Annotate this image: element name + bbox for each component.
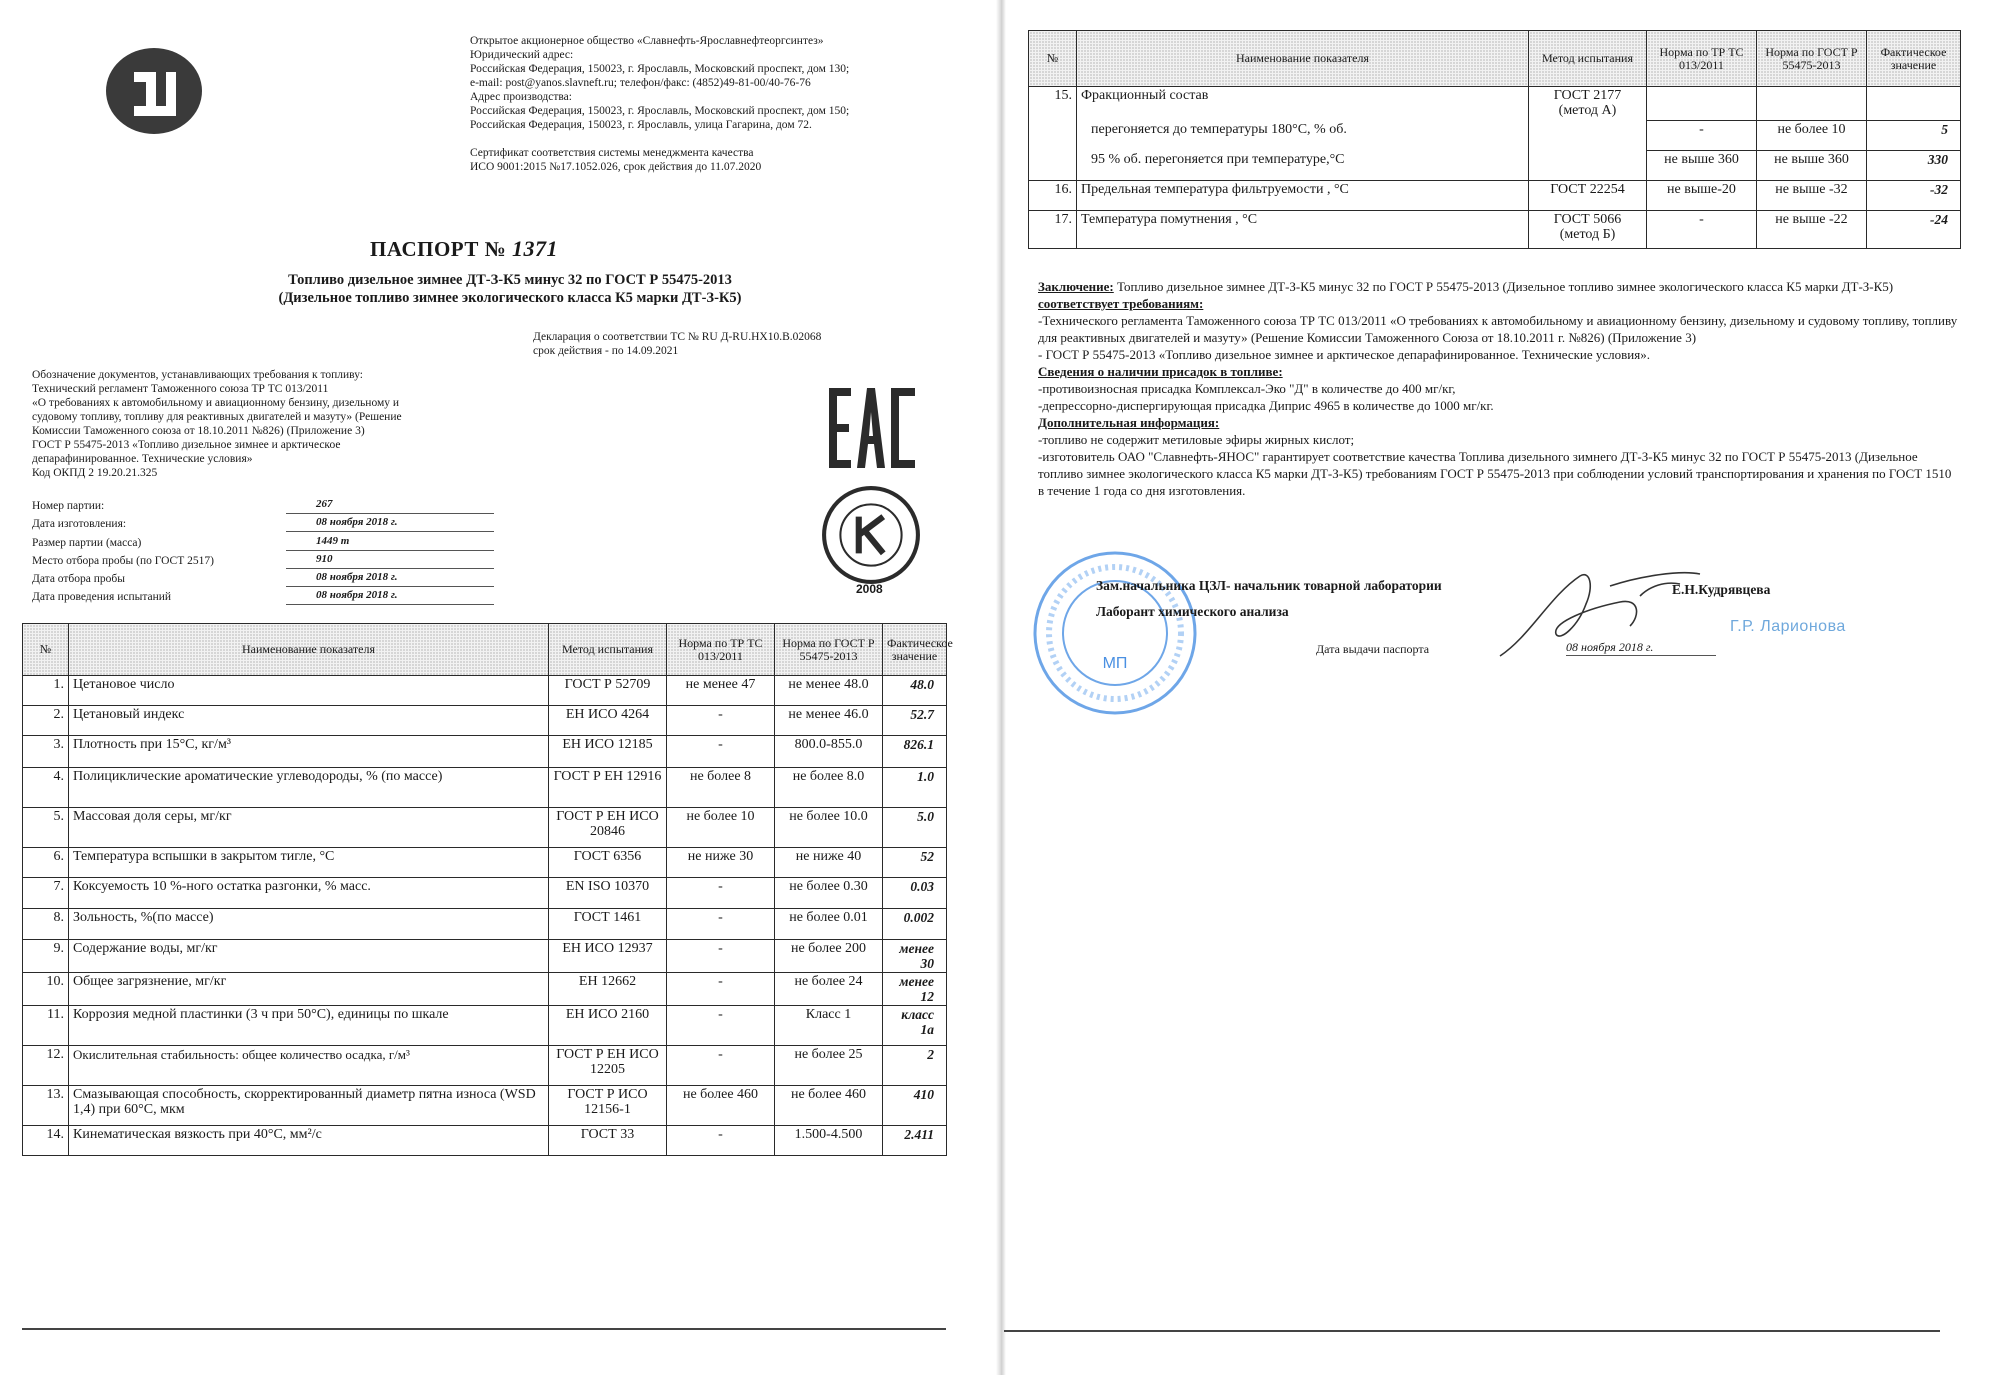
doc-line: «О требованиях к автомобильному и авиационному бензину, дизельному и: [32, 397, 400, 409]
row-method: ЕН 12662: [549, 973, 667, 1006]
row-name: Температура вспышки в закрытом тигле, °С: [69, 848, 549, 878]
company-line: Открытое акционерное общество «Славнефть-Ярославнефтеоргсинтез»: [470, 35, 824, 47]
row-actual: менее 30: [883, 940, 947, 973]
row-method: ЕН ИСО 2160: [549, 1006, 667, 1046]
row-name: Коррозия медной пластинки (3 ч при 50°С), единицы по шкале: [69, 1006, 549, 1046]
deputy-title: Зам.начальника ЦЗЛ- начальник товарной лаборатории: [1096, 578, 1442, 593]
row-name: Фракционный состав: [1077, 87, 1529, 121]
row-actual: 48.0: [883, 676, 947, 706]
row-actual: 330: [1867, 151, 1961, 181]
row-number: 14.: [23, 1126, 69, 1156]
row-norm-tr: -: [1647, 121, 1757, 151]
row-method: ГОСТ 1461: [549, 909, 667, 940]
row-actual: менее 12: [883, 973, 947, 1006]
row-name: Общее загрязнение, мг/кг: [69, 973, 549, 1006]
conclusion-paragraph: [1038, 278, 1958, 312]
row-norm-tr: не выше-20: [1647, 181, 1757, 211]
row-actual: 2.411: [883, 1126, 947, 1156]
conclusion-meets: соответствует требованиям:: [1038, 296, 1204, 311]
row-norm-tr: -: [667, 706, 775, 736]
table-row: [1029, 211, 1961, 249]
conclusion-requirement: -Технического регламента Таможенного союза ТР ТС 013/2011 «О требованиях к автомобильному и авиационному бензину, дизельному и судовому топливу, топливу для реактивных двигателей и мазуту» (Решение Комиссии Таможенного Союза от 18.10.2011 г. №826) (Приложение 3): [1038, 313, 1958, 345]
row-method: ГОСТ Р ЕН 12916: [549, 768, 667, 808]
company-line: Адрес производства:: [470, 91, 572, 103]
row-norm-gost: Класс 1: [775, 1006, 883, 1046]
table-row: [1029, 87, 1961, 121]
row-norm-tr: -: [667, 1046, 775, 1086]
row-norm-tr: -: [667, 909, 775, 940]
row-norm-gost: не более 0.01: [775, 909, 883, 940]
row-norm-gost: не менее 46.0: [775, 706, 883, 736]
declaration-number: Декларация о соответствии ТС № RU Д-RU.HX10.В.02068: [533, 331, 822, 343]
row-norm-tr: -: [667, 940, 775, 973]
row-name: Зольность, %(по массе): [69, 909, 549, 940]
row-norm-tr: -: [1647, 211, 1757, 249]
row-number: 3.: [23, 736, 69, 768]
table-header-row: [1029, 31, 1961, 87]
row-name: Содержание воды, мг/кг: [69, 940, 549, 973]
row-number: 1.: [23, 676, 69, 706]
row-norm-tr: не более 10: [667, 808, 775, 848]
row-method: ЕН ИСО 4264: [549, 706, 667, 736]
company-line: e-mail: post@yanos.slavneft.ru; телефон/факс: (4852)49-81-00/40-76-76: [470, 77, 811, 89]
row-number: 9.: [23, 940, 69, 973]
declaration-validity: срок действия - по 14.09.2021: [533, 345, 679, 357]
row-number: 15.: [1029, 87, 1077, 181]
row-norm-gost: 1.500-4.500: [775, 1126, 883, 1156]
row-norm-gost: не менее 48.0: [775, 676, 883, 706]
batch-label: Дата проведения испытаний: [32, 591, 172, 604]
conclusion-text: Топливо дизельное зимнее ДТ-З-К5 минус 32 по ГОСТ Р 55475-2013 (Дизельное топливо зимнее экологического класса К5 марки ДТ-З-К5): [1113, 279, 1894, 294]
page-bottom-rule: [1004, 1330, 1940, 1332]
row-norm-tr: не более 8: [667, 768, 775, 808]
doc-line: Технический регламент Таможенного союза ТР ТС 013/2011: [32, 383, 329, 395]
specifications-table-continued: [1028, 30, 1961, 249]
row-actual: 52: [883, 848, 947, 878]
doc-line: депарафинированное. Технические условия»: [32, 453, 253, 465]
row-name: Кинематическая вязкость при 40°С, мм²/с: [69, 1126, 549, 1156]
table-row: [1029, 181, 1961, 211]
row-norm-gost: не выше -22: [1757, 211, 1867, 249]
row-actual: 0.002: [883, 909, 947, 940]
signature-icon: [1490, 556, 1710, 676]
row-number: 17.: [1029, 211, 1077, 249]
doc-line: Обозначение документов, устанавливающих требования к топливу:: [32, 369, 363, 381]
col-header-method: Метод испытания: [1529, 31, 1647, 87]
table-row: [1029, 151, 1961, 181]
additive-item: -депрессорно-диспергирующая присадка Диприс 4965 в количестве до 1000 мг/кг.: [1038, 398, 1494, 413]
row-subname: 95 % об. перегоняется при температуре,°С: [1077, 151, 1529, 181]
row-method: ГОСТ Р 52709: [549, 676, 667, 706]
row-norm-gost: не более 0.30: [775, 878, 883, 909]
col-header-norm-tr: Норма по ТР ТС 013/2011: [1647, 31, 1757, 87]
row-method: ЕН ИСО 12185: [549, 736, 667, 768]
row-method: ГОСТ 5066 (метод Б): [1529, 211, 1647, 249]
row-actual: 410: [883, 1086, 947, 1126]
row-norm-gost: не более 24: [775, 973, 883, 1006]
row-norm-gost: не более 10: [1757, 121, 1867, 151]
row-method: ГОСТ 22254: [1529, 181, 1647, 211]
company-line: Российская Федерация, 150023, г. Ярославль, Московский проспект, дом 130;: [470, 63, 850, 75]
passport-number: 1371: [511, 236, 558, 261]
batch-label: Место отбора пробы (по ГОСТ 2517): [32, 554, 214, 567]
row-name: Предельная температура фильтруемости , °С: [1077, 181, 1529, 211]
doc-line: Код ОКПД 2 19.20.21.325: [32, 467, 158, 479]
row-norm-gost: не более 460: [775, 1086, 883, 1126]
row-norm-gost: не выше 360: [1757, 151, 1867, 181]
company-line: Российская Федерация, 150023, г. Ярославль, улица Гагарина, дом 72.: [470, 119, 812, 131]
product-class: (Дизельное топливо зимнее экологического класса К5 марки ДТ-З-К5): [278, 290, 742, 306]
row-number: 2.: [23, 706, 69, 736]
batch-value: 267: [286, 498, 494, 514]
batch-value: 08 ноября 2018 г.: [286, 571, 494, 587]
row-name: Полициклические ароматические углеводороды, % (по массе): [69, 768, 549, 808]
row-number: 12.: [23, 1046, 69, 1086]
row-name: Цетановое число: [69, 676, 549, 706]
row-actual: 1.0: [883, 768, 947, 808]
lab-name: Г.Р. Ларионова: [1730, 618, 1846, 635]
row-norm-gost: не более 8.0: [775, 768, 883, 808]
passport-title-prefix: ПАСПОРТ №: [370, 237, 507, 261]
row-method: ГОСТ 33: [549, 1126, 667, 1156]
row-number: 16.: [1029, 181, 1077, 211]
col-header-no: №: [1029, 31, 1077, 87]
row-norm-tr: -: [667, 1126, 775, 1156]
stamp-mp-text: МП: [1102, 655, 1128, 672]
row-name: Коксуемость 10 %-ного остатка разгонки, % масс.: [69, 878, 549, 909]
product-name: Топливо дизельное зимнее ДТ-З-К5 минус 32 по ГОСТ Р 55475-2013: [288, 272, 732, 288]
company-line: Юридический адрес:: [470, 49, 574, 61]
row-number: 13.: [23, 1086, 69, 1126]
row-name: Цетановый индекс: [69, 706, 549, 736]
row-norm-gost: не более 200: [775, 940, 883, 973]
row-norm-tr: -: [667, 973, 775, 1006]
doc-line: Комиссии Таможенного союза от 18.10.2011 №826) (Приложение 3): [32, 425, 365, 437]
batch-value: 1449 т: [286, 535, 494, 551]
table-row: [1029, 121, 1961, 151]
row-number: 8.: [23, 909, 69, 940]
row-norm-tr: -: [667, 736, 775, 768]
row-number: 7.: [23, 878, 69, 909]
doc-line: ГОСТ Р 55475-2013 «Топливо дизельное зимнее и арктическое: [32, 439, 341, 451]
col-header-method: Метод испытания: [549, 624, 667, 676]
row-actual: 52.7: [883, 706, 947, 736]
additional-info-item: -изготовитель ОАО "Славнефть-ЯНОС" гарантирует соответствие качества Топлива дизельного зимнего ДТ-З-К5 минус 32 по ГОСТ Р 55475-2013 (Дизельное топливо зимнее экологического класса К5 марки ДТ-З-К5) требованиям ГОСТ Р 55475-2013 при соблюдении условий транспортирования и хранения по ГОСТ 1510 в течение 1 года со дня изготовления.: [1038, 449, 1952, 498]
row-actual: 0.03: [883, 878, 947, 909]
col-header-norm-gost: Норма по ГОСТ Р 55475-2013: [1757, 31, 1867, 87]
row-norm-tr: -: [667, 878, 775, 909]
empty-cell: [1867, 87, 1961, 121]
row-name: Температура помутнения , °С: [1077, 211, 1529, 249]
batch-label: Номер партии:: [32, 500, 105, 512]
row-norm-tr: не менее 47: [667, 676, 775, 706]
conclusion-label: Заключение:: [1038, 279, 1114, 294]
row-name: Массовая доля серы, мг/кг: [69, 808, 549, 848]
row-method: ЕН ИСО 12937: [549, 940, 667, 973]
row-actual: 826.1: [883, 736, 947, 768]
additives-label: Сведения о наличии присадок в топливе:: [1038, 364, 1283, 379]
row-norm-tr: не выше 360: [1647, 151, 1757, 181]
row-number: 6.: [23, 848, 69, 878]
col-header-norm-tr: Норма по ТР ТС 013/2011: [667, 624, 775, 676]
empty-cell: [1647, 87, 1757, 121]
row-norm-gost: не более 25: [775, 1046, 883, 1086]
conclusion-block: [1038, 278, 1958, 499]
additional-info-label: Дополнительная информация:: [1038, 415, 1220, 430]
row-method: EN ISO 10370: [549, 878, 667, 909]
row-method: ГОСТ Р ЕН ИСО 20846: [549, 808, 667, 848]
col-header-actual: Фактическое значение: [1867, 31, 1961, 87]
row-method: ГОСТ 6356: [549, 848, 667, 878]
certificate-line: Сертификат соответствия системы менеджмента качества: [470, 147, 754, 159]
row-actual: 2: [883, 1046, 947, 1086]
row-subname: перегоняется до температуры 180°С, % об.: [1077, 121, 1529, 151]
batch-label: Размер партии (масса): [32, 536, 142, 549]
doc-line: судовому топливу, топливу для реактивных двигателей и мазуту» (Решение: [32, 411, 402, 423]
row-name: Плотность при 15°С, кг/м³: [69, 736, 549, 768]
row-number: 5.: [23, 808, 69, 848]
row-norm-tr: не ниже 30: [667, 848, 775, 878]
blue-stamp-icon: [1030, 548, 1200, 718]
lab-title: Лаборант химического анализа: [1096, 604, 1289, 619]
row-norm-gost: 800.0-855.0: [775, 736, 883, 768]
empty-cell: [1757, 87, 1867, 121]
issue-date-label: Дата выдачи паспорта: [1316, 642, 1430, 656]
row-actual: класс 1а: [883, 1006, 947, 1046]
row-method: ГОСТ Р ЕН ИСО 12205: [549, 1046, 667, 1086]
row-number: 11.: [23, 1006, 69, 1046]
col-header-name: Наименование показателя: [69, 624, 549, 676]
row-number: 4.: [23, 768, 69, 808]
company-line: Российская Федерация, 150023, г. Ярославль, Московский проспект, дом 150;: [470, 105, 850, 117]
col-header-no: №: [23, 624, 69, 676]
row-name: Смазывающая способность, скорректированный диаметр пятна износа (WSD 1,4) при 60°С, мкм: [69, 1086, 549, 1126]
col-header-actual: Фактическое значение: [883, 624, 947, 676]
row-norm-tr: -: [667, 1006, 775, 1046]
row-actual: -32: [1867, 181, 1961, 211]
batch-label: Дата изготовления:: [32, 518, 127, 531]
row-norm-tr: не более 460: [667, 1086, 775, 1126]
row-method: ГОСТ 2177 (метод А): [1529, 87, 1647, 181]
batch-value: 08 ноября 2018 г.: [286, 516, 494, 532]
additive-item: -противоизносная присадка Комплексал-Эко "Д" в количестве до 400 мг/кг,: [1038, 381, 1456, 396]
row-method: ГОСТ Р ИСО 12156-1: [549, 1086, 667, 1126]
conclusion-requirement: - ГОСТ Р 55475-2013 «Топливо дизельное зимнее и арктическое депарафинированное. Технические условия».: [1038, 347, 1650, 362]
batch-value: 08 ноября 2018 г.: [286, 589, 494, 605]
issue-date: 08 ноября 2018 г.: [1566, 640, 1716, 656]
batch-value: 910: [286, 553, 494, 569]
row-norm-gost: не выше -32: [1757, 181, 1867, 211]
row-name: Окислительная стабильность: общее количество осадка, г/м³: [69, 1046, 549, 1086]
row-actual: -24: [1867, 211, 1961, 249]
col-header-norm-gost: Норма по ГОСТ Р 55475-2013: [775, 624, 883, 676]
additional-info-item: -топливо не содержит метиловые эфиры жирных кислот;: [1038, 432, 1355, 447]
row-actual: 5: [1867, 121, 1961, 151]
row-number: 10.: [23, 973, 69, 1006]
row-actual: 5.0: [883, 808, 947, 848]
batch-label: Дата отбора пробы: [32, 573, 125, 586]
row-norm-gost: не ниже 40: [775, 848, 883, 878]
col-header-name: Наименование показателя: [1077, 31, 1529, 87]
certificate-line: ИСО 9001:2015 №17.1052.026, срок действия до 11.07.2020: [470, 161, 762, 173]
deputy-name: Е.Н.Кудрявцева: [1672, 582, 1771, 597]
badge-year: 2008: [856, 582, 883, 596]
row-norm-gost: не более 10.0: [775, 808, 883, 848]
